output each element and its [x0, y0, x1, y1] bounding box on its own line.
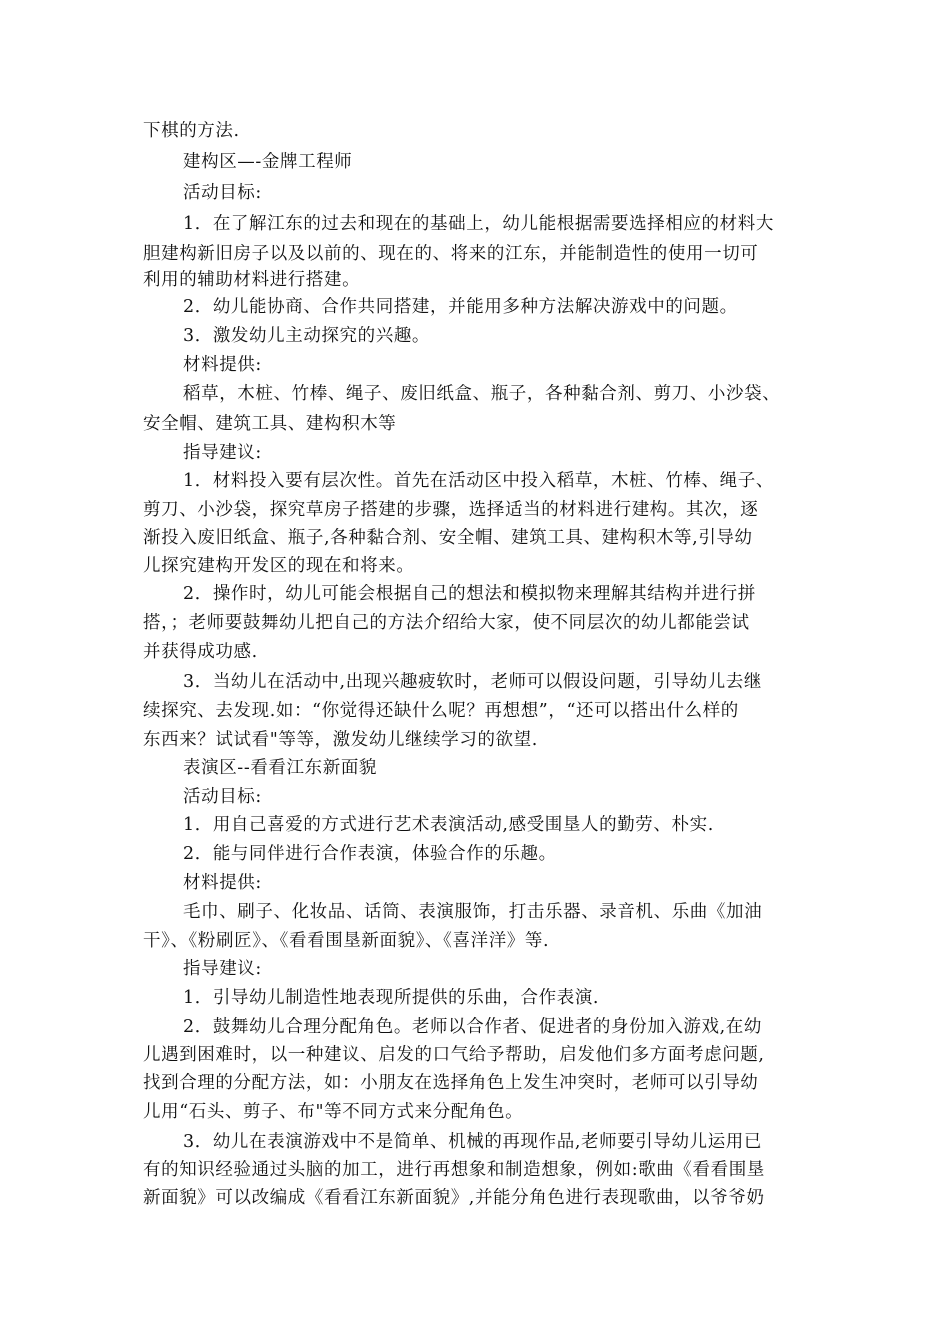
text-line: 胆建构新旧房子以及以前的、现在的、将来的江东，并能制造性的使用一切可	[143, 244, 759, 264]
text-line: 续探究、去发现.如：“你觉得还缺什么呢？再想想”，“还可以搭出什么样的	[143, 701, 739, 721]
text-line: 儿用“石头、剪子、布"等不同方式来分配角色。	[143, 1102, 524, 1122]
text-line: 2．幼儿能协商、合作共同搭建，并能用多种方法解决游戏中的问题。	[183, 297, 738, 317]
text-line: 1．用自己喜爱的方式进行艺术表演活动,感受围垦人的勤劳、朴实.	[183, 815, 714, 835]
text-line: 利用的辅助材料进行搭建。	[143, 270, 361, 290]
text-line: 2．能与同伴进行合作表演，体验合作的乐趣。	[183, 844, 557, 864]
subheading: 材料提供:	[183, 355, 262, 375]
text-line: 找到合理的分配方法，如：小朋友在选择角色上发生冲突时，老师可以引导幼	[143, 1073, 759, 1093]
text-line: 有的知识经验通过头脑的加工，进行再想象和制造想象，例如:歌曲《看看围垦	[143, 1160, 765, 1180]
section-heading: 建构区—-金牌工程师	[183, 152, 353, 172]
section-heading: 表演区--看看江东新面貌	[183, 758, 378, 778]
text-line: 3．当幼儿在活动中,出现兴趣疲软时，老师可以假设问题，引导幼儿去继	[183, 672, 762, 692]
text-line: 下棋的方法.	[143, 121, 240, 141]
text-line: 儿探究建构开发区的现在和将来。	[143, 556, 415, 576]
text-line: 东西来？试试看"等等，激发幼儿继续学习的欲望.	[143, 730, 538, 750]
text-line: 儿遇到困难时，以一种建议、启发的口气给予帮助，启发他们多方面考虑问题,	[143, 1045, 765, 1065]
text-line: 并获得成功感.	[143, 642, 258, 662]
text-line: 搭，；老师要鼓舞幼儿把自己的方法介绍给大家，使不同层次的幼儿都能尝试	[143, 613, 750, 633]
text-line: 渐投入废旧纸盒、瓶子,各种黏合剂、安全帽、建筑工具、建构积木等,引导幼	[143, 528, 753, 548]
text-line: 3．幼儿在表演游戏中不是简单、机械的再现作品,老师要引导幼儿运用已	[183, 1132, 762, 1152]
text-line: 1．引导幼儿制造性地表现所提供的乐曲，合作表演.	[183, 988, 600, 1008]
text-line: 2．操作时，幼儿可能会根据自己的想法和模拟物来理解其结构并进行拼	[183, 584, 756, 604]
text-line: 3．激发幼儿主动探究的兴趣。	[183, 326, 431, 346]
text-line: 稻草，木桩、竹棒、绳子、废旧纸盒、瓶子，各种黏合剂、剪刀、小沙袋、	[183, 384, 781, 404]
text-line: 安全帽、建筑工具、建构积木等	[143, 414, 397, 434]
text-line: 毛巾、刷子、化妆品、话筒、表演服饰，打击乐器、录音机、乐曲《加油	[183, 902, 763, 922]
subheading: 活动目标:	[183, 183, 262, 203]
subheading: 指导建议:	[183, 959, 262, 979]
text-line: 干》、《粉刷匠》、《看看围垦新面貌》、《喜洋洋》等.	[143, 931, 550, 951]
text-line: 新面貌》可以改编成《看看江东新面貌》,并能分角色进行表现歌曲，以爷爷奶	[143, 1188, 765, 1208]
subheading: 活动目标:	[183, 787, 262, 807]
text-line: 剪刀、小沙袋，探究草房子搭建的步骤，选择适当的材料进行建构。其次，逐	[143, 500, 759, 520]
text-line: 2．鼓舞幼儿合理分配角色。老师以合作者、促进者的身份加入游戏,在幼	[183, 1017, 762, 1037]
subheading: 材料提供:	[183, 873, 262, 893]
subheading: 指导建议:	[183, 443, 262, 463]
text-line: 1．在了解江东的过去和现在的基础上，幼儿能根据需要选择相应的材料大	[183, 214, 774, 234]
text-line: 1．材料投入要有层次性。首先在活动区中投入稻草，木桩、竹棒、绳子、	[183, 471, 774, 491]
